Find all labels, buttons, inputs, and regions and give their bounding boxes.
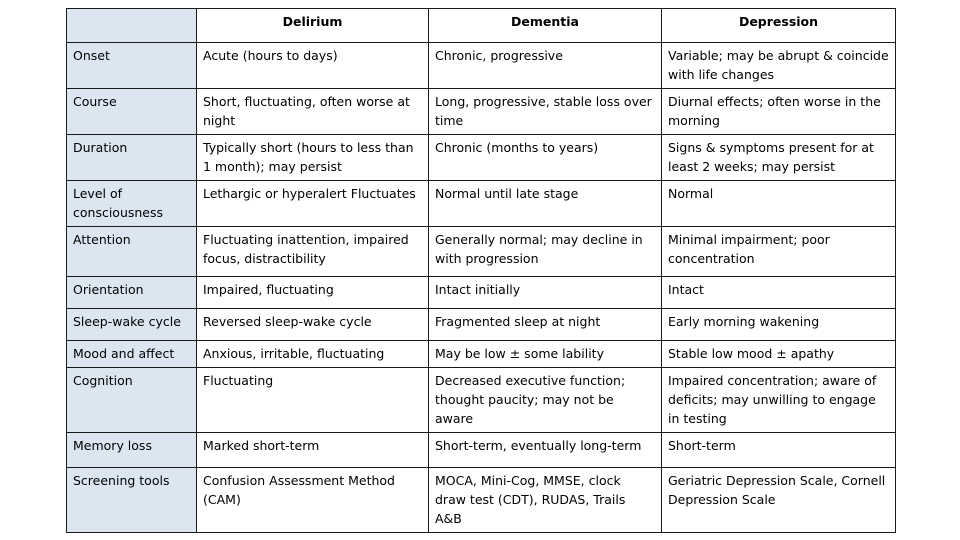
cell-delirium: Short, fluctuating, often worse at night: [197, 89, 429, 135]
column-header-dementia: Dementia: [429, 9, 662, 43]
cell-depression: Minimal impairment; poor concentration: [662, 227, 896, 277]
cell-depression: Geriatric Depression Scale, Cornell Depression Scale: [662, 468, 896, 533]
cell-dementia: Short-term, eventually long-term: [429, 433, 662, 468]
row-label: Memory loss: [67, 433, 197, 468]
cell-depression: Intact: [662, 277, 896, 309]
cell-dementia: Decreased executive function; thought paucity; may not be aware: [429, 368, 662, 433]
cell-dementia: Generally normal; may decline in with progression: [429, 227, 662, 277]
table-row: [67, 433, 896, 468]
cell-delirium: Lethargic or hyperalert Fluctuates: [197, 181, 429, 227]
corner-cell: [67, 9, 197, 43]
cell-depression: Stable low mood ± apathy: [662, 341, 896, 368]
cell-dementia: Long, progressive, stable loss over time: [429, 89, 662, 135]
cell-depression: Impaired concentration; aware of deficits; may unwilling to engage in testing: [662, 368, 896, 433]
cell-delirium: Reversed sleep-wake cycle: [197, 309, 429, 341]
row-label: Course: [67, 89, 197, 135]
table-row: [67, 468, 896, 533]
cell-delirium: Typically short (hours to less than 1 month); may persist: [197, 135, 429, 181]
table-row: [67, 89, 896, 135]
row-label: Mood and affect: [67, 341, 197, 368]
cell-dementia: Intact initially: [429, 277, 662, 309]
cell-delirium: Fluctuating inattention, impaired focus, distractibility: [197, 227, 429, 277]
row-label: Cognition: [67, 368, 197, 433]
row-label: Orientation: [67, 277, 197, 309]
cell-dementia: May be low ± some lability: [429, 341, 662, 368]
cell-dementia: Chronic, progressive: [429, 43, 662, 89]
cell-depression: Short-term: [662, 433, 896, 468]
row-label: Level of consciousness: [67, 181, 197, 227]
table-row: [67, 368, 896, 433]
cell-delirium: Fluctuating: [197, 368, 429, 433]
cell-delirium: Acute (hours to days): [197, 43, 429, 89]
cell-delirium: Impaired, fluctuating: [197, 277, 429, 309]
table-row: [67, 341, 896, 368]
row-label: Duration: [67, 135, 197, 181]
table-row: [67, 135, 896, 181]
table-row: [67, 227, 896, 277]
cell-depression: Variable; may be abrupt & coincide with life changes: [662, 43, 896, 89]
cell-depression: Early morning wakening: [662, 309, 896, 341]
cell-depression: Diurnal effects; often worse in the morning: [662, 89, 896, 135]
cell-delirium: Confusion Assessment Method (CAM): [197, 468, 429, 533]
row-label: Onset: [67, 43, 197, 89]
cell-depression: Signs & symptoms present for at least 2 weeks; may persist: [662, 135, 896, 181]
column-header-delirium: Delirium: [197, 9, 429, 43]
table-row: [67, 309, 896, 341]
table-row: [67, 277, 896, 309]
row-label: Screening tools: [67, 468, 197, 533]
table-row: [67, 43, 896, 89]
cell-depression: Normal: [662, 181, 896, 227]
cell-dementia: Normal until late stage: [429, 181, 662, 227]
header-row: [67, 9, 896, 43]
cell-dementia: Fragmented sleep at night: [429, 309, 662, 341]
cell-delirium: Marked short-term: [197, 433, 429, 468]
table-body: [67, 43, 896, 533]
row-label: Sleep-wake cycle: [67, 309, 197, 341]
cell-dementia: Chronic (months to years): [429, 135, 662, 181]
cell-dementia: MOCA, Mini-Cog, MMSE, clock draw test (CDT), RUDAS, Trails A&B: [429, 468, 662, 533]
row-label: Attention: [67, 227, 197, 277]
comparison-table: [66, 8, 896, 533]
table-row: [67, 181, 896, 227]
column-header-depression: Depression: [662, 9, 896, 43]
cell-delirium: Anxious, irritable, fluctuating: [197, 341, 429, 368]
